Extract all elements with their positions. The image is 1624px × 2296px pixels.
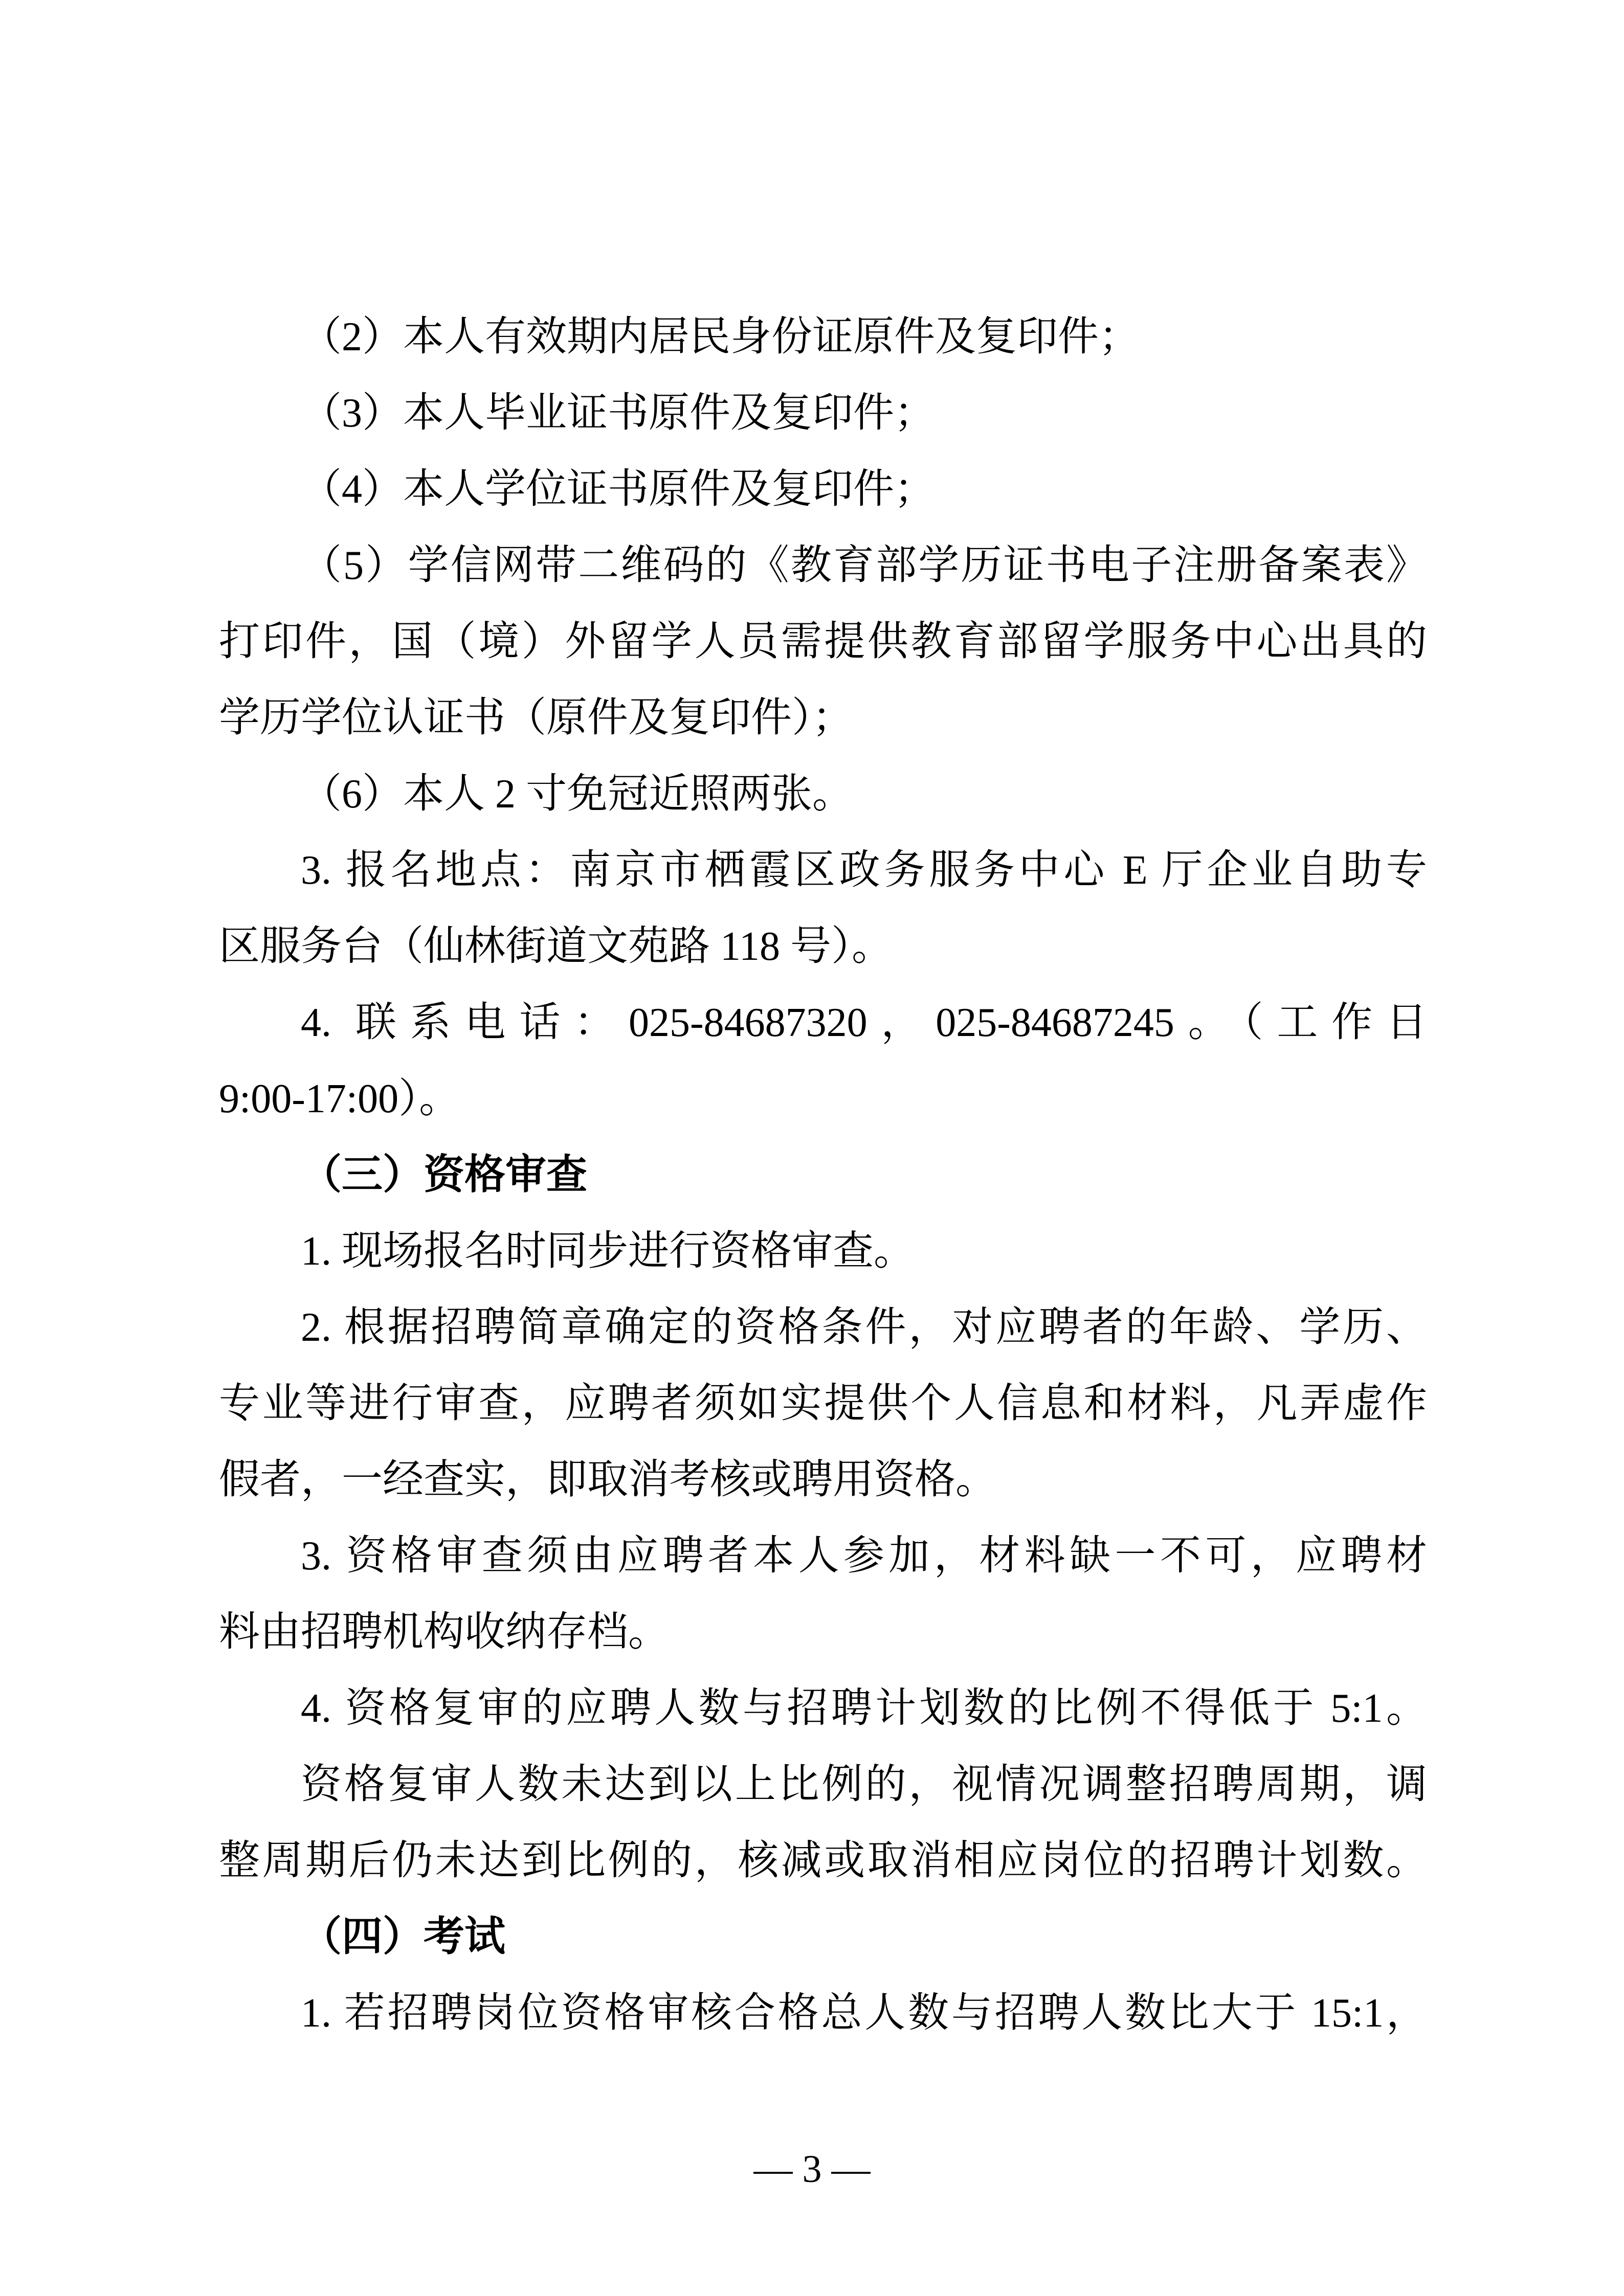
text-line: 3. 资格审查须由应聘者本人参加，材料缺一不可，应聘材 (301, 1534, 1427, 1579)
text-line: 资格复审人数未达到以上比例的，视情况调整招聘周期，调 (301, 1762, 1427, 1807)
text-line: （6）本人 2 寸免冠近照两张。 (301, 772, 853, 817)
text-line: 3. 报名地点：南京市栖霞区政务服务中心 E 厅企业自助专 (301, 848, 1427, 893)
text-line: 1. 现场报名时同步进行资格审查。 (301, 1229, 915, 1274)
text-line: 4. 联系电话：025-84687320，025-84687245。（工作日 (301, 1000, 1427, 1045)
text-line: （4）本人学位证书原件及复印件； (301, 467, 935, 512)
text-line: 学历学位认证书（原件及复印件）； (219, 695, 853, 740)
text-line: 1. 若招聘岗位资格审核合格总人数与招聘人数比大于 15:1， (301, 1991, 1427, 2036)
text-line: （5）学信网带二维码的《教育部学历证书电子注册备案表》 (301, 543, 1427, 588)
page-number: — 3 — (753, 2148, 871, 2191)
text-line: 专业等进行审查，应聘者须如实提供个人信息和材料，凡弄虚作 (219, 1381, 1427, 1426)
document-body (219, 299, 1427, 2052)
text-line: 假者，一经查实，即取消考核或聘用资格。 (219, 1457, 996, 1502)
text-line: （3）本人毕业证书原件及复印件； (301, 391, 935, 436)
text-line: 2. 根据招聘简章确定的资格条件，对应聘者的年龄、学历、 (301, 1305, 1427, 1350)
text-line: 9:00-17:00）。 (219, 1076, 460, 1121)
text-line: 区服务台（仙林街道文苑路 118 号）。 (219, 924, 893, 969)
text-line: 4. 资格复审的应聘人数与招聘计划数的比例不得低于 5:1。 (301, 1686, 1427, 1731)
text-line: 打印件，国（境）外留学人员需提供教育部留学服务中心出具的 (219, 619, 1427, 664)
section-heading-qualification-review: （三）资格审查 (301, 1153, 587, 1198)
text-line: 整周期后仍未达到比例的，核减或取消相应岗位的招聘计划数。 (219, 1838, 1427, 1883)
text-line: 料由招聘机构收纳存档。 (219, 1610, 669, 1655)
section-heading-examination: （四）考试 (301, 1915, 505, 1960)
text-line: （2）本人有效期内居民身份证原件及复印件； (301, 314, 1140, 359)
